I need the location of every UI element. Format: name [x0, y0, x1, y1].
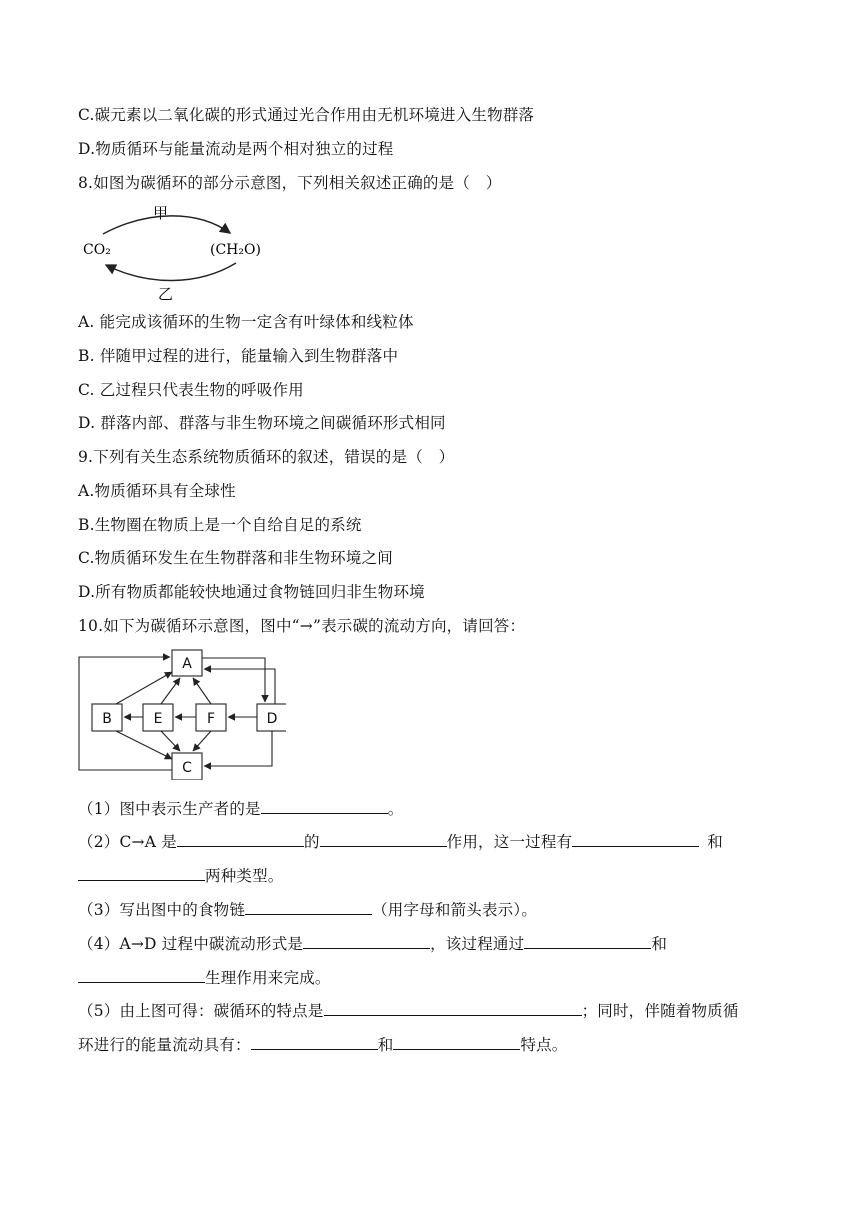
arrow-d-to-c	[204, 731, 272, 766]
answer-blank[interactable]	[524, 934, 651, 949]
node-b-label: B	[102, 711, 112, 727]
answer-blank[interactable]	[245, 900, 372, 915]
q8-arrow-yi	[106, 263, 236, 281]
q10-part3: （3）写出图中的食物链 （用字母和箭头表示）。	[78, 901, 538, 919]
q9-option-c: C.物质循环发生在生物群落和非生物环境之间	[78, 549, 393, 567]
q8-option-b: B. 伴随甲过程的进行，能量输入到生物群落中	[78, 347, 399, 365]
q10-part5-cont: 环进行的能量流动具有： 和 特点。	[78, 1036, 568, 1054]
q7-option-c: C.碳元素以二氧化碳的形式通过光合作用由无机环境进入生物群落	[78, 106, 535, 124]
q10-part4: （4）A→D 过程中碳流动形式是 ，该过程通过 和	[78, 935, 668, 953]
arrow-b-to-a	[116, 672, 172, 704]
q9-stem: 9.下列有关生态系统物质循环的叙述，错误的是（ ）	[78, 448, 455, 466]
arrow-a-to-d	[202, 658, 265, 702]
q8-option-a: A. 能完成该循环的生物一定含有叶绿体和线粒体	[78, 313, 414, 331]
q10-part2-cont: 两种类型。	[78, 866, 284, 886]
q10-carbon-cycle-diagram	[76, 645, 286, 780]
q8-option-d: D. 群落内部、群落与非生物环境之间碳循环形式相同	[78, 414, 446, 432]
answer-blank[interactable]	[303, 934, 430, 949]
arrow-d-to-a	[204, 669, 275, 704]
answer-blank[interactable]	[261, 799, 388, 814]
q8-label-yi: 乙	[158, 285, 174, 303]
q8-label-co2: CO₂	[83, 242, 111, 258]
arrow-f-to-a	[193, 678, 211, 704]
answer-blank[interactable]	[572, 832, 699, 847]
arrow-e-to-a	[161, 678, 180, 704]
answer-blank[interactable]	[393, 1035, 520, 1050]
q8-label-jia: 甲	[153, 204, 169, 222]
arrow-f-to-c	[193, 731, 211, 751]
arrow-e-to-c	[161, 731, 180, 751]
q10-part5: （5）由上图可得：碳循环的特点是 ；同时，伴随着物质循	[78, 1002, 739, 1020]
q8-stem: 8.如图为碳循环的部分示意图，下列相关叙述正确的是（ ）	[78, 174, 502, 192]
node-f-label: F	[206, 711, 216, 727]
answer-blank[interactable]	[177, 832, 304, 847]
q10-part1: （1）图中表示生产者的是 。	[78, 800, 404, 818]
q10-part2: （2）C→A 是 的 作用，这一过程有 和	[78, 833, 723, 851]
q9-option-d: D.所有物质都能较快地通过食物链回归非生物环境	[78, 583, 425, 601]
node-a-label: A	[182, 656, 192, 672]
answer-blank[interactable]	[324, 1001, 582, 1016]
q8-label-ch2o: (CH₂O)	[210, 242, 261, 258]
q8-carbon-cycle-diagram	[78, 200, 278, 305]
arrow-b-to-c	[116, 731, 172, 759]
node-d-label: D	[266, 711, 278, 727]
answer-blank[interactable]	[320, 832, 447, 847]
answer-blank[interactable]	[78, 866, 205, 881]
q9-option-b: B.生物圈在物质上是一个自给自足的系统	[78, 516, 362, 534]
q7-option-d: D.物质循环与能量流动是两个相对独立的过程	[78, 140, 394, 158]
q8-option-c: C. 乙过程只代表生物的呼吸作用	[78, 381, 304, 399]
node-c-label: C	[182, 760, 192, 776]
answer-blank[interactable]	[251, 1035, 378, 1050]
q9-option-a: A.物质循环具有全球性	[78, 482, 236, 500]
node-e-label: E	[153, 711, 163, 727]
answer-blank[interactable]	[78, 968, 205, 983]
q10-stem: 10.如下为碳循环示意图，图中“→”表示碳的流动方向，请回答：	[78, 617, 526, 635]
q10-part4-cont: 生理作用来完成。	[78, 968, 331, 988]
